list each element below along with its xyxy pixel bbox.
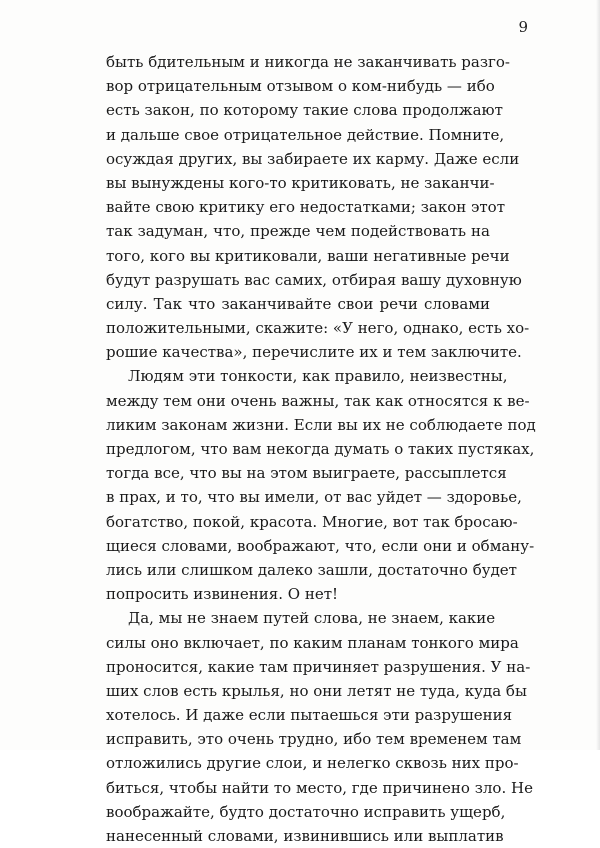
text-line: между тем они очень важны, так как относятся к ве-: [106, 391, 530, 410]
text-line: осуждая других, вы забираете их карму. Даже если: [106, 149, 520, 168]
text-line: так задуман, что, прежде чем подействовать на: [106, 222, 490, 241]
text-line: и дальше свое отрицательное действие. Помните,: [106, 125, 505, 144]
text-line: рошие качества», перечислите их и тем заключите.: [106, 343, 522, 362]
text-line: предлогом, что вам некогда думать о таких пустяках,: [106, 440, 535, 458]
text-line: богатство, покой, красота. Многие, вот так бросаю-: [106, 512, 518, 531]
text-line: хотелось. И даже если пытаешься эти разрушения: [106, 706, 513, 725]
text-line: нанесенный словами, извинившись или выплатив: [106, 827, 504, 845]
page-number: 9: [518, 18, 528, 36]
text-line: Да, мы не знаем путей слова, не знаем, какие: [128, 609, 496, 628]
paragraph-3: [106, 606, 533, 848]
text-line: ликим законам жизни. Если вы их не соблюдаете под: [106, 415, 536, 434]
page-edge-shadow: [596, 0, 600, 750]
body-text: [106, 50, 536, 848]
text-line: исправить, это очень трудно, ибо тем временем там: [106, 730, 522, 749]
text-line: ших слов есть крылья, но они летят не туда, куда бы: [106, 681, 527, 700]
text-line: биться, чтобы найти то место, где причинено зло. Не: [106, 778, 533, 797]
text-line: вор отрицательным отзывом о ком-нибудь — ибо: [106, 77, 495, 96]
text-line: лись или слишком далеко зашли, достаточно будет: [106, 560, 517, 579]
text-line: воображайте, будто достаточно исправить ущерб,: [106, 802, 506, 821]
text-line: попросить извинения. О нет!: [106, 585, 339, 604]
text-line: в прах, и то, что вы имели, от вас уйдет — здоровье,: [106, 488, 522, 507]
paragraph-1: [106, 50, 530, 364]
text-line: щиеся словами, воображают, что, если они и обману-: [106, 536, 535, 555]
text-line: того, кого вы критиковали, ваши негативные речи: [106, 246, 510, 265]
text-line: Людям эти тонкости, как правило, неизвестны,: [128, 367, 508, 386]
text-line: силы оно включает, по каким планам тонкого мира: [106, 633, 519, 652]
text-line: тогда все, что вы на этом выиграете, рассыплется: [106, 464, 507, 483]
text-line: будут разрушать вас самих, отбирая вашу духовную: [106, 270, 522, 289]
text-line: быть бдительным и никогда не заканчивать разго-: [106, 53, 510, 71]
text-line: проносится, какие там причиняет разрушения. У на-: [106, 657, 531, 676]
text-line: положительными, скажите: «У него, однако, есть хо-: [106, 319, 530, 338]
text-line: вайте свою критику его недостатками; закон этот: [106, 198, 506, 217]
text-line: есть закон, по которому такие слова продолжают: [106, 101, 503, 120]
text-line: вы вынуждены кого-то критиковать, не заканчи-: [106, 173, 495, 192]
paragraph-2: [106, 364, 536, 606]
text-line: силу. Так что заканчивайте свои речи словами: [106, 294, 490, 313]
text-line: отложились другие слои, и нелегко сквозь них про-: [106, 754, 519, 773]
